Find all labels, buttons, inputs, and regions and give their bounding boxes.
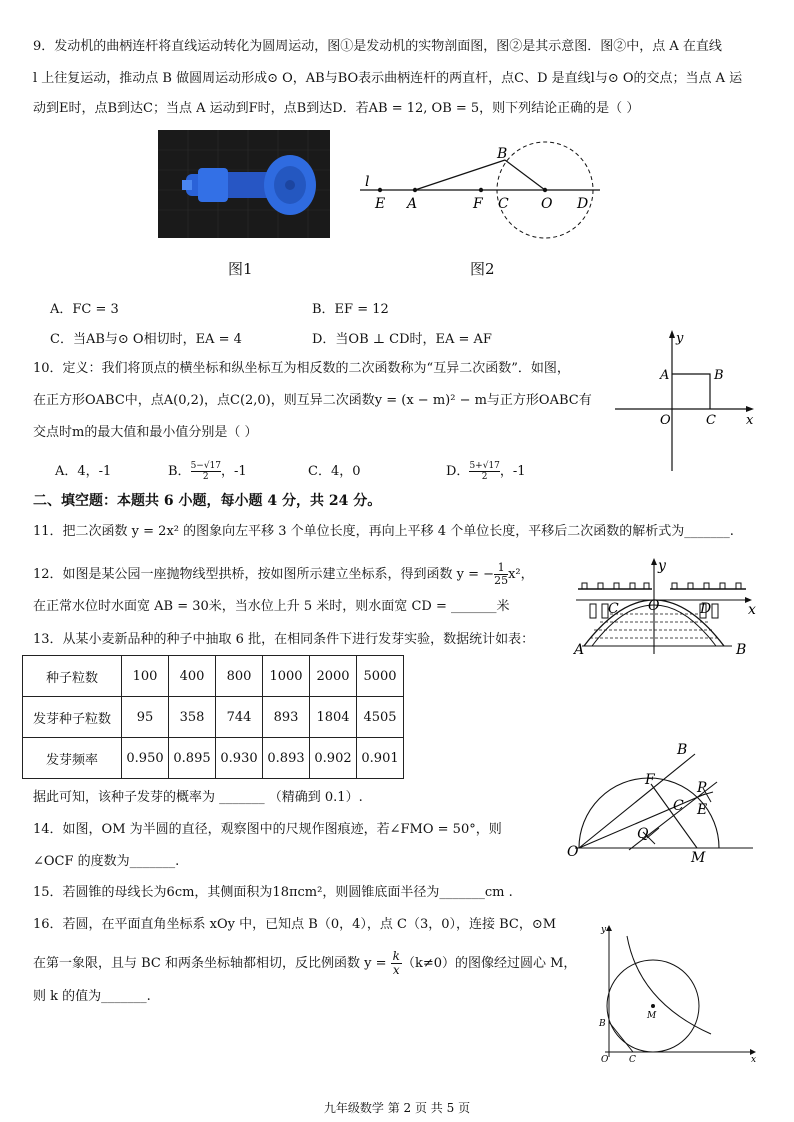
label-A: A bbox=[407, 196, 418, 212]
q16-line1: 16．若圆，在平面直角坐标系 xOy 中，已知点 B（0，4），点 C（3，0），连接 BC，⊙M bbox=[33, 917, 557, 932]
q12-line2: 在正常水位时水面宽 AB = 30米，当水位上升 5 米时，则水面宽 CD = _______米 bbox=[33, 599, 510, 614]
fig2-caption: 图2 bbox=[470, 260, 495, 278]
label-B: B bbox=[677, 742, 688, 758]
label-B: B bbox=[599, 1019, 606, 1029]
q10-line1: 10．定义：我们将顶点的横坐标和纵坐标互为相反数的二次函数称为“互异二次函数”．如图， bbox=[33, 361, 570, 376]
semicircle-construction-diagram bbox=[565, 740, 765, 865]
table-cell: 种子粒数 bbox=[23, 656, 122, 697]
fig2-diagram bbox=[355, 140, 605, 250]
q12-line1: 12．如图是某公园一座抛物线型拱桥，按如图所示建立坐标系，得到函数 y = − $\frac{1}{25}$ x²， bbox=[33, 561, 534, 587]
q9-line3: 动到E时，点B到达C；当点 A 运动到F时，点B到达D．若AB = 12, OB = 5，则下列结论正确的是（ ） bbox=[33, 101, 640, 116]
table-cell: 4505 bbox=[357, 697, 404, 738]
q14-line1: 14．如图，OM 为半圆的直径，观察图中的尺规作图痕迹，若∠FMO = 50°，则 bbox=[33, 822, 502, 837]
q10-line3: 交点时m的最大值和最小值分别是（ ） bbox=[33, 425, 258, 440]
label-O: O bbox=[648, 598, 660, 614]
label-x: x bbox=[748, 602, 756, 618]
table-cell: 0.902 bbox=[310, 738, 357, 779]
q16-line3: 则 k 的值为_______. bbox=[33, 989, 151, 1004]
fig1-caption: 图1 bbox=[228, 260, 253, 278]
q15-text: 15．若圆锥的母线长为6cm，其侧面积为18πcm²，则圆锥底面半径为_______cm . bbox=[33, 885, 513, 900]
q10-option-d: D． $\frac{5+√17}{2}$ ，-1 bbox=[446, 461, 526, 482]
label-y: y bbox=[601, 925, 607, 935]
label-A: A bbox=[660, 368, 670, 383]
label-E: E bbox=[697, 802, 708, 818]
q16-line2: 在第一象限，且与 BC 和两条坐标轴都相切，反比例函数 y = $\frac{k}{x}$ （k≠0）的图像经过圆心 M， bbox=[33, 949, 577, 977]
q11-text: 11．把二次函数 y = 2x² 的图象向左平移 3 个单位长度，再向上平移 4 个单位长度，平移后二次函数的解析式为_______. bbox=[33, 524, 734, 539]
table-cell: 0.930 bbox=[216, 738, 263, 779]
label-M: M bbox=[691, 850, 706, 865]
q9-line1: 9．发动机的曲柄连杆将直线运动转化为圆周运动，图①是发动机的实物剖面图，图②是其示意图．图②中，点 A 在直线 bbox=[33, 39, 722, 54]
label-y: y bbox=[676, 331, 684, 346]
label-O: O bbox=[541, 196, 553, 212]
table-cell: 400 bbox=[169, 656, 216, 697]
label-x: x bbox=[746, 413, 754, 428]
table-cell: 5000 bbox=[357, 656, 404, 697]
table-cell: 800 bbox=[216, 656, 263, 697]
label-F: F bbox=[645, 772, 655, 788]
q13-line1: 13．从某小麦新品种的种子中抽取 6 批，在相同条件下进行发芽实验，数据统计如表： bbox=[33, 632, 535, 647]
label-C: C bbox=[608, 601, 619, 617]
circle-tangent-diagram bbox=[595, 922, 760, 1067]
label-C: C bbox=[673, 798, 684, 814]
label-M: M bbox=[647, 1011, 657, 1021]
table-cell: 0.901 bbox=[357, 738, 404, 779]
section-title: 二、填空题：本题共 6 小题，每小题 4 分，共 24 分。 bbox=[33, 493, 382, 509]
q9-option-a: A．FC = 3 bbox=[50, 302, 119, 317]
label-B: B bbox=[736, 642, 747, 658]
bridge-diagram bbox=[572, 556, 762, 658]
q10-line2: 在正方形OABC中，点A(0,2)，点C(2,0)，则互异二次函数y = (x − m)² − m与正方形OABC有 bbox=[33, 393, 592, 408]
label-C: C bbox=[706, 413, 716, 428]
table-cell: 发芽种子粒数 bbox=[23, 697, 122, 738]
label-Q: Q bbox=[637, 826, 649, 842]
table-row bbox=[23, 738, 404, 779]
q9-option-b: B．EF = 12 bbox=[312, 302, 389, 317]
table-cell: 1804 bbox=[310, 697, 357, 738]
q9-line2: l 上往复运动，推动点 B 做圆周运动形成⊙ O，AB与BO表示曲柄连杆的两直杆，点C、D 是直线l与⊙ O的交点；当点 A 运 bbox=[33, 71, 743, 86]
q9-option-c: C．当AB与⊙ O相切时，EA = 4 bbox=[50, 332, 242, 347]
page-footer: 九年级数学 第 2 页 共 5 页 bbox=[323, 1101, 471, 1115]
label-P: P bbox=[697, 780, 707, 796]
engine-photo bbox=[158, 130, 330, 238]
table-cell: 95 bbox=[122, 697, 169, 738]
label-O: O bbox=[567, 844, 579, 860]
table-cell: 358 bbox=[169, 697, 216, 738]
q10-option-a: A．4，-1 bbox=[55, 464, 112, 479]
label-O: O bbox=[601, 1055, 609, 1065]
table-cell: 744 bbox=[216, 697, 263, 738]
label-A: A bbox=[574, 642, 585, 658]
q14-line2: ∠OCF 的度数为_______. bbox=[33, 854, 180, 869]
germination-table bbox=[22, 655, 404, 779]
q10-option-b: B． $\frac{5-√17}{2}$ ，-1 bbox=[168, 461, 247, 482]
table-cell: 0.895 bbox=[169, 738, 216, 779]
label-E: E bbox=[375, 196, 386, 212]
label-D: D bbox=[700, 601, 712, 617]
table-cell: 0.893 bbox=[263, 738, 310, 779]
label-x: x bbox=[751, 1055, 757, 1065]
label-B: B bbox=[497, 146, 508, 162]
table-cell: 2000 bbox=[310, 656, 357, 697]
q10-option-c: C．4，0 bbox=[308, 464, 361, 479]
label-y: y bbox=[658, 558, 666, 574]
label-C: C bbox=[629, 1055, 636, 1065]
q10-square-diagram bbox=[610, 326, 760, 476]
label-F: F bbox=[473, 196, 483, 212]
table-cell: 发芽频率 bbox=[23, 738, 122, 779]
label-D: D bbox=[577, 196, 589, 212]
q9-option-d: D．当OB ⊥ CD时，EA = AF bbox=[312, 332, 492, 347]
table-row bbox=[23, 656, 404, 697]
table-row bbox=[23, 697, 404, 738]
label-O: O bbox=[660, 413, 671, 428]
label-C: C bbox=[498, 196, 509, 212]
table-cell: 893 bbox=[263, 697, 310, 738]
label-l: l bbox=[365, 174, 370, 190]
table-cell: 1000 bbox=[263, 656, 310, 697]
q13-line2: 据此可知，该种子发芽的概率为 _______ （精确到 0.1）. bbox=[33, 790, 363, 805]
label-B: B bbox=[714, 368, 724, 383]
table-cell: 0.950 bbox=[122, 738, 169, 779]
table-cell: 100 bbox=[122, 656, 169, 697]
